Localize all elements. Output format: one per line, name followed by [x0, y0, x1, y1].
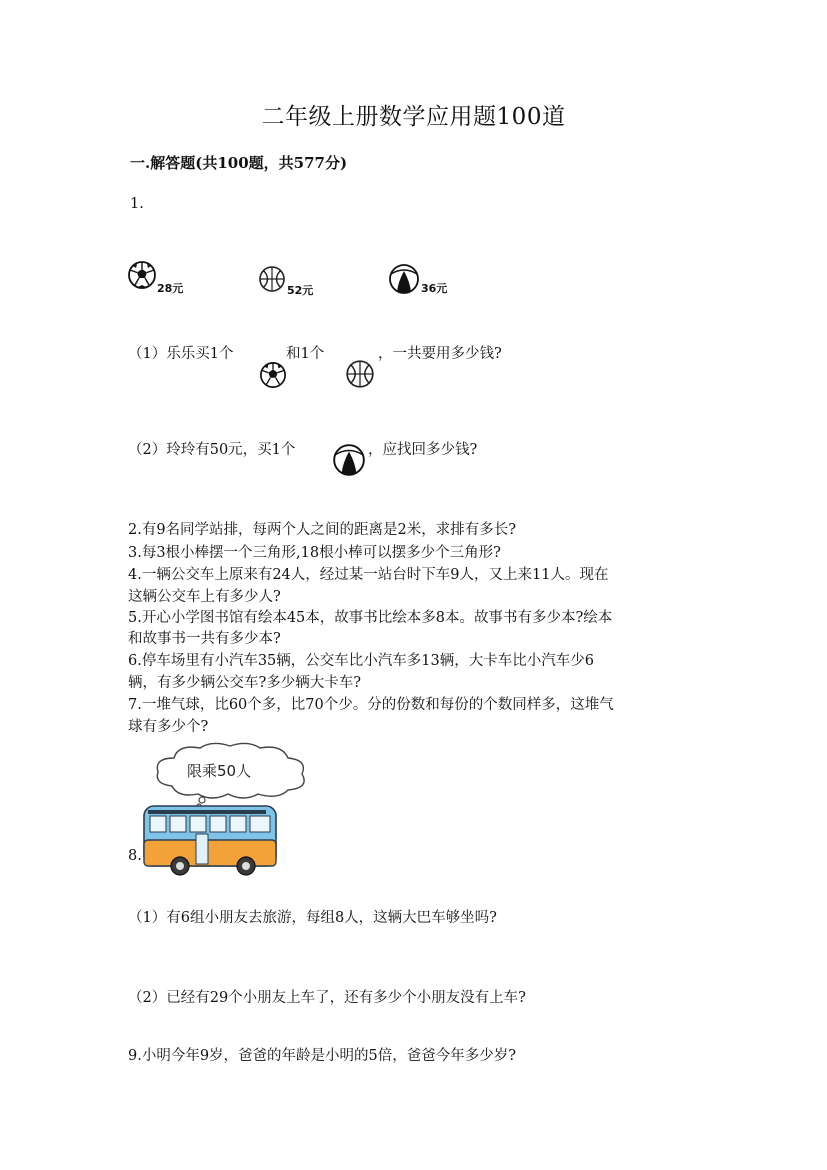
question-8-sub-1: （1）有6组小朋友去旅游，每组8人，这辆大巴车够坐吗?: [128, 910, 497, 926]
question-1-sub-2-part-a: （2）玲玲有50元，买1个: [128, 442, 296, 458]
question-1-sub-1-part-b: 和1个: [286, 346, 325, 362]
beach-ball-icon: [388, 262, 420, 296]
question-2: 2.有9名同学站排，每两个人之间的距离是2米，求排有多长?: [128, 522, 517, 538]
question-1-sub-2-part-b: ，应找回多少钱?: [368, 442, 478, 458]
page-title: 二年级上册数学应用题100道: [261, 104, 566, 130]
question-7-line-1: 7.一堆气球，比60个多，比70个少。分的份数和每份的个数同样多，这堆气: [128, 697, 614, 713]
question-8-sub-2: （2）已经有29个小朋友上车了，还有多少个小朋友没有上车?: [128, 990, 526, 1006]
question-6-line-1: 6.停车场里有小汽车35辆，公交车比小汽车多13辆，大卡车比小汽车少6: [128, 653, 594, 669]
question-4-line-2: 这辆公交车上有多少人?: [128, 589, 281, 605]
question-8-number: 8.: [128, 848, 142, 864]
question-4-line-1: 4.一辆公交车上原来有24人，经过某一站台时下车9人，又上来11人。现在: [128, 567, 609, 583]
price-basketball: 52元: [287, 284, 314, 297]
cloud-text: 限乘50人: [187, 762, 252, 780]
basketball-icon: [258, 264, 286, 294]
question-5-line-2: 和故事书一共有多少本?: [128, 631, 281, 647]
beach-ball-icon: [332, 442, 366, 478]
question-9: 9.小明今年9岁，爸爸的年龄是小明的5倍，爸爸今年多少岁?: [128, 1048, 517, 1064]
question-1-number: 1.: [130, 196, 144, 212]
question-1-sub-1-part-a: （1）乐乐买1个: [128, 346, 234, 362]
question-5-line-1: 5.开心小学图书馆有绘本45本，故事书比绘本多8本。故事书有多少本?绘本: [128, 610, 613, 626]
section-heading: 一.解答题(共100题，共577分): [130, 154, 348, 172]
price-beach-ball: 36元: [421, 282, 448, 295]
price-soccer-ball: 28元: [157, 282, 184, 295]
basketball-icon: [345, 358, 375, 390]
question-3: 3.每3根小棒摆一个三角形,18根小棒可以摆多少个三角形?: [128, 545, 501, 561]
soccer-ball-icon: [259, 360, 287, 390]
question-1-sub-1-part-c: ，一共要用多少钱?: [378, 346, 502, 362]
bus-icon: [140, 800, 280, 880]
question-7-line-2: 球有多少个?: [128, 719, 209, 735]
question-6-line-2: 辆，有多少辆公交车?多少辆大卡车?: [128, 675, 362, 691]
soccer-ball-icon: [128, 258, 158, 294]
